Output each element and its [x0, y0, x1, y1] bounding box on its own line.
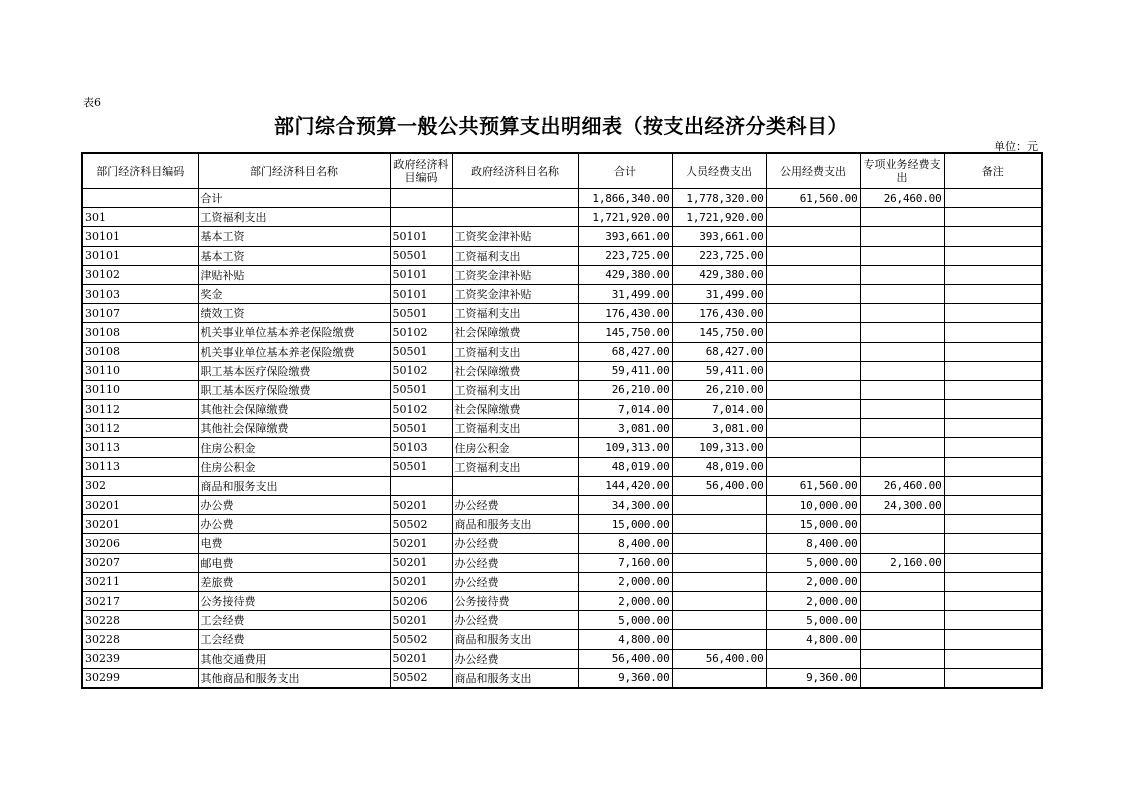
cell-dept-name: 其他交通费用: [198, 649, 390, 668]
cell-total: 34,300.00: [578, 496, 672, 515]
cell-personnel: 393,661.00: [672, 227, 766, 246]
cell-total: 2,000.00: [578, 572, 672, 591]
cell-gov-code: 50501: [390, 342, 452, 361]
cell-dept-code: 30103: [82, 284, 198, 303]
cell-dept-code: 30108: [82, 323, 198, 342]
header-gov-name: 政府经济科目名称: [452, 153, 578, 189]
cell-dept-code: 30101: [82, 227, 198, 246]
cell-dept-code: 30112: [82, 400, 198, 419]
cell-public: [766, 284, 860, 303]
cell-dept-name: 机关事业单位基本养老保险缴费: [198, 342, 390, 361]
cell-personnel: [672, 668, 766, 688]
cell-gov-code: 50206: [390, 591, 452, 610]
cell-public: [766, 246, 860, 265]
cell-gov-name: 办公经费: [452, 553, 578, 572]
cell-total: 5,000.00: [578, 611, 672, 630]
cell-note: [944, 534, 1042, 553]
cell-note: [944, 476, 1042, 495]
cell-gov-code: 50102: [390, 361, 452, 380]
cell-dept-name: 其他商品和服务支出: [198, 668, 390, 688]
cell-personnel: 145,750.00: [672, 323, 766, 342]
table-row: [82, 419, 1042, 438]
cell-gov-name: 办公经费: [452, 534, 578, 553]
table-row: [82, 630, 1042, 649]
cell-gov-code: [390, 189, 452, 208]
cell-personnel: 56,400.00: [672, 649, 766, 668]
cell-gov-name: 办公经费: [452, 572, 578, 591]
cell-dept-name: 电费: [198, 534, 390, 553]
cell-personnel: [672, 534, 766, 553]
header-dept-code: 部门经济科目编码: [82, 153, 198, 189]
table-row: [82, 534, 1042, 553]
table-row: [82, 304, 1042, 323]
cell-dept-name: 其他社会保障缴费: [198, 400, 390, 419]
cell-special: [860, 534, 944, 553]
cell-public: [766, 304, 860, 323]
cell-personnel: 59,411.00: [672, 361, 766, 380]
cell-gov-code: 50502: [390, 668, 452, 688]
cell-gov-name: [452, 208, 578, 227]
cell-personnel: [672, 591, 766, 610]
cell-public: [766, 649, 860, 668]
cell-dept-name: 办公费: [198, 515, 390, 534]
cell-gov-name: 工资奖金津补贴: [452, 227, 578, 246]
cell-total: 59,411.00: [578, 361, 672, 380]
cell-gov-code: 50501: [390, 380, 452, 399]
cell-note: [944, 591, 1042, 610]
cell-dept-code: 30201: [82, 515, 198, 534]
cell-dept-name: 基本工资: [198, 227, 390, 246]
cell-special: 24,300.00: [860, 496, 944, 515]
cell-note: [944, 189, 1042, 208]
cell-personnel: 429,380.00: [672, 265, 766, 284]
cell-public: [766, 342, 860, 361]
cell-personnel: [672, 496, 766, 515]
cell-gov-name: 工资福利支出: [452, 342, 578, 361]
cell-total: 48,019.00: [578, 457, 672, 476]
cell-dept-name: 办公费: [198, 496, 390, 515]
cell-dept-name: 职工基本医疗保险缴费: [198, 361, 390, 380]
cell-dept-name: 职工基本医疗保险缴费: [198, 380, 390, 399]
cell-dept-code: 30113: [82, 438, 198, 457]
cell-total: 2,000.00: [578, 591, 672, 610]
cell-note: [944, 668, 1042, 688]
header-public: 公用经费支出: [766, 153, 860, 189]
cell-note: [944, 611, 1042, 630]
cell-dept-name: 津贴补贴: [198, 265, 390, 284]
cell-special: [860, 630, 944, 649]
cell-special: [860, 649, 944, 668]
cell-personnel: 1,778,320.00: [672, 189, 766, 208]
cell-gov-code: 50201: [390, 572, 452, 591]
cell-gov-name: 社会保障缴费: [452, 400, 578, 419]
cell-dept-name: 其他社会保障缴费: [198, 419, 390, 438]
cell-dept-code: 30102: [82, 265, 198, 284]
cell-note: [944, 649, 1042, 668]
cell-total: 9,360.00: [578, 668, 672, 688]
table-body: [82, 189, 1042, 688]
cell-gov-name: 工资奖金津补贴: [452, 265, 578, 284]
cell-dept-code: 301: [82, 208, 198, 227]
cell-gov-code: 50201: [390, 534, 452, 553]
cell-note: [944, 457, 1042, 476]
cell-dept-code: 30207: [82, 553, 198, 572]
cell-gov-code: 50502: [390, 515, 452, 534]
cell-gov-code: [390, 476, 452, 495]
cell-gov-name: 工资福利支出: [452, 457, 578, 476]
header-total: 合计: [578, 153, 672, 189]
cell-public: [766, 323, 860, 342]
cell-dept-code: 30107: [82, 304, 198, 323]
header-special: 专项业务经费支出: [860, 153, 944, 189]
cell-gov-name: [452, 189, 578, 208]
cell-personnel: 68,427.00: [672, 342, 766, 361]
cell-note: [944, 515, 1042, 534]
cell-special: [860, 342, 944, 361]
cell-public: [766, 265, 860, 284]
cell-dept-code: 30112: [82, 419, 198, 438]
cell-note: [944, 246, 1042, 265]
table-row: [82, 649, 1042, 668]
cell-total: 429,380.00: [578, 265, 672, 284]
cell-total: 1,866,340.00: [578, 189, 672, 208]
cell-special: [860, 208, 944, 227]
table-row: [82, 189, 1042, 208]
cell-note: [944, 208, 1042, 227]
cell-public: 61,560.00: [766, 189, 860, 208]
cell-special: [860, 227, 944, 246]
cell-note: [944, 496, 1042, 515]
cell-note: [944, 342, 1042, 361]
table-row: [82, 457, 1042, 476]
cell-dept-name: 绩效工资: [198, 304, 390, 323]
table-row: [82, 515, 1042, 534]
cell-dept-code: 30299: [82, 668, 198, 688]
cell-gov-code: 50201: [390, 649, 452, 668]
cell-special: [860, 361, 944, 380]
cell-special: [860, 323, 944, 342]
cell-gov-name: 商品和服务支出: [452, 630, 578, 649]
cell-note: [944, 361, 1042, 380]
cell-note: [944, 553, 1042, 572]
cell-note: [944, 284, 1042, 303]
table-row: [82, 572, 1042, 591]
cell-gov-name: 工资福利支出: [452, 419, 578, 438]
cell-public: 8,400.00: [766, 534, 860, 553]
cell-dept-code: 30228: [82, 630, 198, 649]
cell-personnel: [672, 572, 766, 591]
cell-total: 26,210.00: [578, 380, 672, 399]
cell-special: [860, 419, 944, 438]
cell-personnel: [672, 611, 766, 630]
header-personnel: 人员经费支出: [672, 153, 766, 189]
cell-dept-name: 奖金: [198, 284, 390, 303]
cell-public: [766, 400, 860, 419]
cell-total: 68,427.00: [578, 342, 672, 361]
cell-dept-code: 30201: [82, 496, 198, 515]
cell-total: 393,661.00: [578, 227, 672, 246]
cell-public: 2,000.00: [766, 572, 860, 591]
cell-gov-name: 公务接待费: [452, 591, 578, 610]
cell-special: 2,160.00: [860, 553, 944, 572]
cell-dept-code: 30211: [82, 572, 198, 591]
cell-total: 145,750.00: [578, 323, 672, 342]
table-row: [82, 476, 1042, 495]
cell-gov-code: 50201: [390, 553, 452, 572]
cell-special: [860, 515, 944, 534]
cell-gov-code: 50501: [390, 457, 452, 476]
cell-personnel: [672, 630, 766, 649]
cell-special: [860, 668, 944, 688]
cell-gov-code: 50102: [390, 400, 452, 419]
cell-personnel: [672, 515, 766, 534]
cell-gov-name: 工资福利支出: [452, 304, 578, 323]
cell-public: 15,000.00: [766, 515, 860, 534]
cell-special: [860, 380, 944, 399]
cell-gov-code: 50103: [390, 438, 452, 457]
cell-public: [766, 419, 860, 438]
unit-label: 单位：元: [994, 140, 1038, 153]
cell-total: 1,721,920.00: [578, 208, 672, 227]
cell-personnel: [672, 553, 766, 572]
cell-note: [944, 419, 1042, 438]
table-row: [82, 438, 1042, 457]
cell-note: [944, 323, 1042, 342]
cell-gov-code: 50101: [390, 265, 452, 284]
cell-dept-name: 机关事业单位基本养老保险缴费: [198, 323, 390, 342]
cell-dept-code: 30217: [82, 591, 198, 610]
cell-dept-name: 住房公积金: [198, 438, 390, 457]
cell-dept-code: 30206: [82, 534, 198, 553]
cell-total: 7,160.00: [578, 553, 672, 572]
cell-dept-code: 30108: [82, 342, 198, 361]
cell-public: 61,560.00: [766, 476, 860, 495]
cell-dept-name: 合计: [198, 189, 390, 208]
cell-dept-code: 30228: [82, 611, 198, 630]
page-title: 部门综合预算一般公共预算支出明细表（按支出经济分类科目）: [274, 114, 848, 138]
cell-public: 5,000.00: [766, 553, 860, 572]
cell-note: [944, 572, 1042, 591]
cell-gov-name: 工资福利支出: [452, 246, 578, 265]
cell-dept-code: 30113: [82, 457, 198, 476]
table-row: [82, 668, 1042, 688]
cell-note: [944, 400, 1042, 419]
table-row: [82, 380, 1042, 399]
table-row: [82, 591, 1042, 610]
cell-gov-code: 50201: [390, 496, 452, 515]
cell-public: [766, 380, 860, 399]
cell-note: [944, 438, 1042, 457]
cell-gov-name: 办公经费: [452, 496, 578, 515]
cell-gov-name: 社会保障缴费: [452, 323, 578, 342]
cell-special: 26,460.00: [860, 476, 944, 495]
cell-dept-code: 302: [82, 476, 198, 495]
cell-dept-name: 工会经费: [198, 630, 390, 649]
table-row: [82, 342, 1042, 361]
table-row: [82, 265, 1042, 284]
cell-note: [944, 630, 1042, 649]
cell-note: [944, 265, 1042, 284]
table-row: [82, 208, 1042, 227]
cell-gov-code: 50502: [390, 630, 452, 649]
cell-dept-name: 住房公积金: [198, 457, 390, 476]
table-number-label: 表6: [83, 96, 101, 109]
cell-gov-code: 50102: [390, 323, 452, 342]
cell-personnel: 48,019.00: [672, 457, 766, 476]
cell-gov-code: [390, 208, 452, 227]
table-row: [82, 400, 1042, 419]
cell-total: 223,725.00: [578, 246, 672, 265]
cell-dept-name: 商品和服务支出: [198, 476, 390, 495]
cell-total: 3,081.00: [578, 419, 672, 438]
table-row: [82, 361, 1042, 380]
table-row: [82, 323, 1042, 342]
cell-special: 26,460.00: [860, 189, 944, 208]
cell-gov-name: 商品和服务支出: [452, 668, 578, 688]
table-row: [82, 227, 1042, 246]
table-row: [82, 496, 1042, 515]
cell-public: [766, 438, 860, 457]
cell-public: 9,360.00: [766, 668, 860, 688]
cell-special: [860, 438, 944, 457]
cell-dept-code: 30101: [82, 246, 198, 265]
cell-special: [860, 304, 944, 323]
cell-public: [766, 361, 860, 380]
table-row: [82, 611, 1042, 630]
cell-special: [860, 246, 944, 265]
cell-note: [944, 380, 1042, 399]
cell-dept-name: 公务接待费: [198, 591, 390, 610]
cell-personnel: 3,081.00: [672, 419, 766, 438]
cell-personnel: 1,721,920.00: [672, 208, 766, 227]
cell-personnel: 109,313.00: [672, 438, 766, 457]
cell-special: [860, 284, 944, 303]
cell-total: 109,313.00: [578, 438, 672, 457]
cell-total: 4,800.00: [578, 630, 672, 649]
cell-dept-code: [82, 189, 198, 208]
table-row: [82, 284, 1042, 303]
cell-total: 56,400.00: [578, 649, 672, 668]
cell-public: [766, 208, 860, 227]
cell-public: 2,000.00: [766, 591, 860, 610]
cell-gov-code: 50101: [390, 284, 452, 303]
cell-public: 5,000.00: [766, 611, 860, 630]
cell-note: [944, 227, 1042, 246]
cell-personnel: 7,014.00: [672, 400, 766, 419]
budget-detail-table: [81, 152, 1043, 689]
cell-public: [766, 227, 860, 246]
cell-public: [766, 457, 860, 476]
cell-personnel: 26,210.00: [672, 380, 766, 399]
cell-gov-name: 工资福利支出: [452, 380, 578, 399]
cell-special: [860, 400, 944, 419]
cell-special: [860, 591, 944, 610]
cell-dept-code: 30239: [82, 649, 198, 668]
table-row: [82, 553, 1042, 572]
cell-special: [860, 265, 944, 284]
cell-personnel: 31,499.00: [672, 284, 766, 303]
cell-gov-name: [452, 476, 578, 495]
cell-dept-name: 工会经费: [198, 611, 390, 630]
cell-special: [860, 457, 944, 476]
cell-special: [860, 572, 944, 591]
cell-gov-code: 50501: [390, 419, 452, 438]
cell-dept-code: 30110: [82, 361, 198, 380]
cell-gov-code: 50501: [390, 304, 452, 323]
header-gov-code: 政府经济科目编码: [390, 153, 452, 189]
cell-gov-code: 50501: [390, 246, 452, 265]
cell-dept-code: 30110: [82, 380, 198, 399]
cell-total: 144,420.00: [578, 476, 672, 495]
cell-total: 7,014.00: [578, 400, 672, 419]
cell-dept-name: 差旅费: [198, 572, 390, 591]
cell-public: 4,800.00: [766, 630, 860, 649]
cell-special: [860, 611, 944, 630]
cell-dept-name: 基本工资: [198, 246, 390, 265]
cell-note: [944, 304, 1042, 323]
cell-gov-code: 50201: [390, 611, 452, 630]
table-row: [82, 246, 1042, 265]
cell-total: 15,000.00: [578, 515, 672, 534]
cell-total: 31,499.00: [578, 284, 672, 303]
cell-personnel: 56,400.00: [672, 476, 766, 495]
cell-gov-name: 商品和服务支出: [452, 515, 578, 534]
cell-personnel: 176,430.00: [672, 304, 766, 323]
header-row: [82, 153, 1042, 189]
header-dept-name: 部门经济科目名称: [198, 153, 390, 189]
header-note: 备注: [944, 153, 1042, 189]
cell-gov-name: 办公经费: [452, 649, 578, 668]
cell-public: 10,000.00: [766, 496, 860, 515]
cell-dept-name: 工资福利支出: [198, 208, 390, 227]
cell-gov-code: 50101: [390, 227, 452, 246]
cell-total: 176,430.00: [578, 304, 672, 323]
cell-gov-name: 社会保障缴费: [452, 361, 578, 380]
cell-total: 8,400.00: [578, 534, 672, 553]
cell-dept-name: 邮电费: [198, 553, 390, 572]
cell-personnel: 223,725.00: [672, 246, 766, 265]
cell-gov-name: 住房公积金: [452, 438, 578, 457]
cell-gov-name: 办公经费: [452, 611, 578, 630]
cell-gov-name: 工资奖金津补贴: [452, 284, 578, 303]
